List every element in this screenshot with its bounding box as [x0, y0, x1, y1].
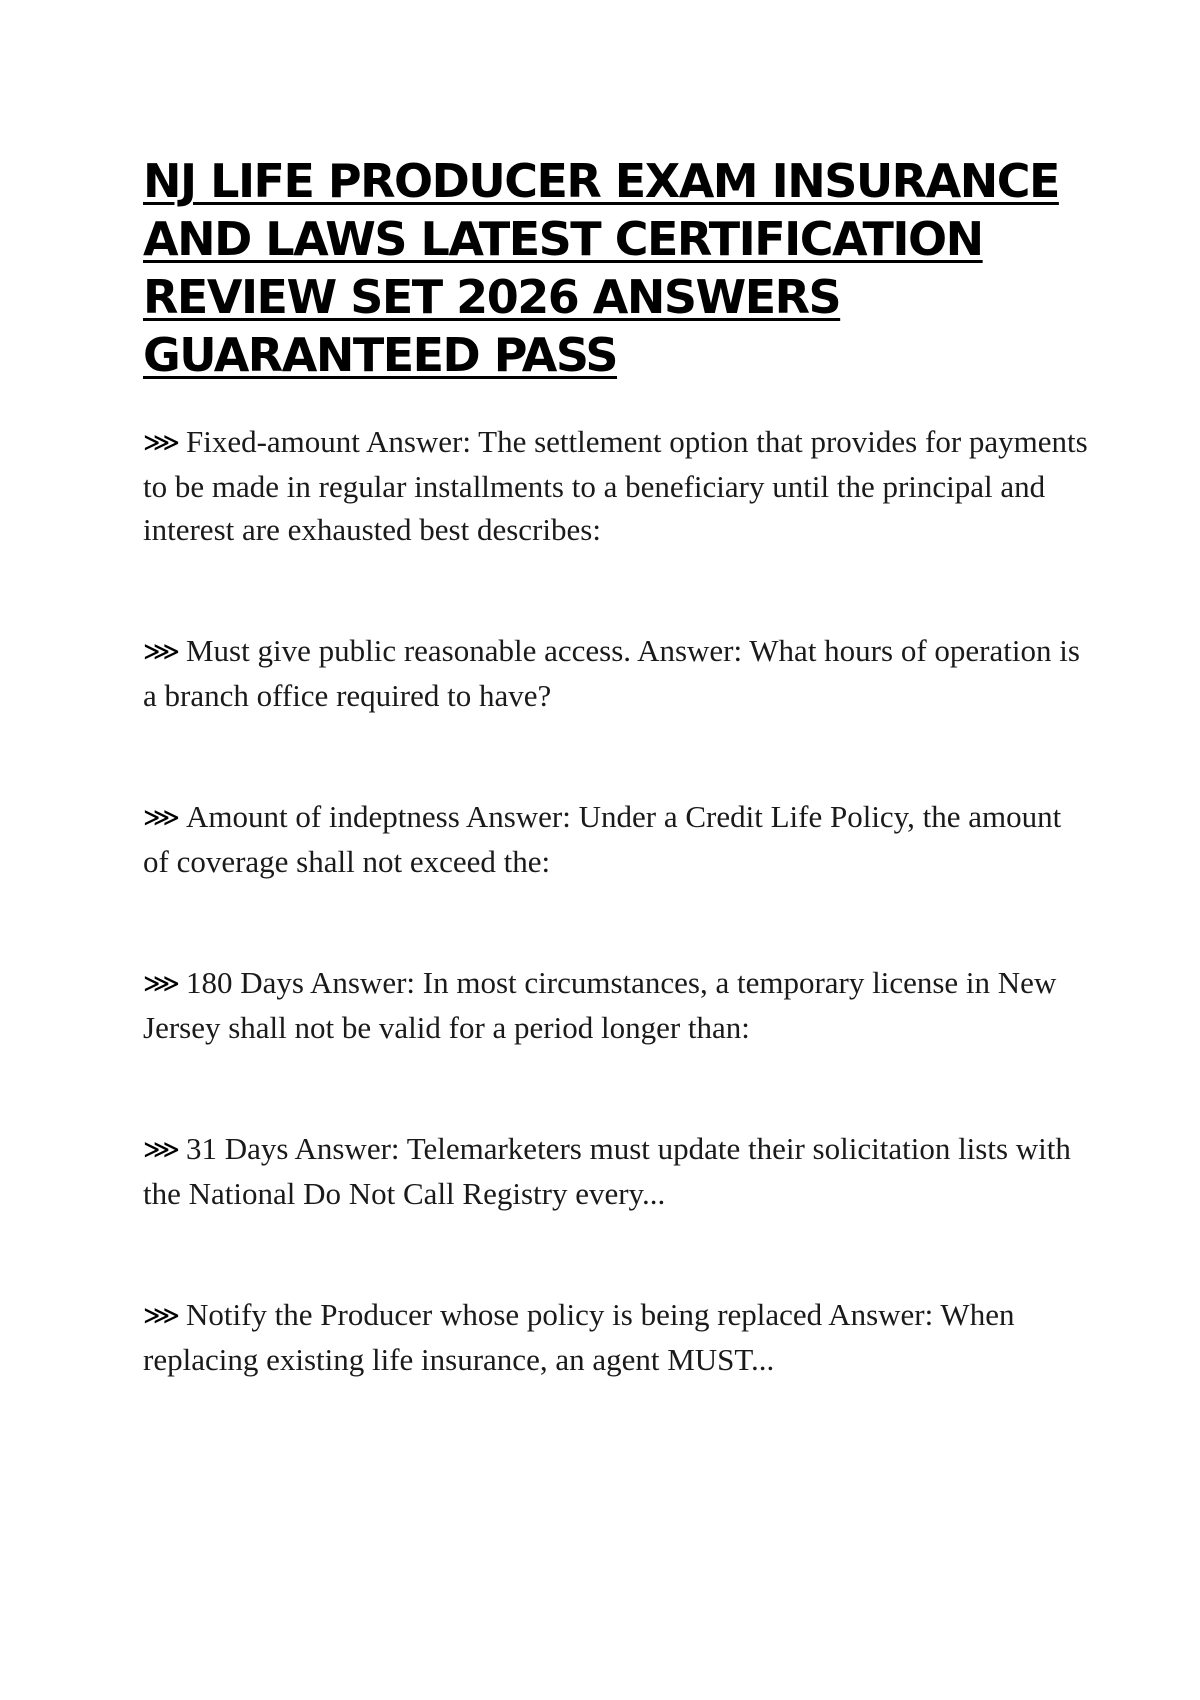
- arrowhead-bullet-icon: ⋙: [143, 1135, 180, 1165]
- qa-item: [143, 420, 1088, 551]
- qa-list: [143, 420, 1088, 1459]
- arrowhead-bullet-icon: ⋙: [143, 969, 180, 999]
- qa-item-text: Must give public reasonable access. Answer: What hours of operation is a branch office required to have?: [143, 633, 1080, 713]
- qa-item: [143, 629, 1088, 717]
- arrowhead-bullet-icon: ⋙: [143, 1301, 180, 1331]
- qa-item-text: Fixed-amount Answer: The settlement option that provides for payments to be made in regular installments to a beneficiary until the principal and interest are exhausted best describes:: [143, 424, 1088, 547]
- qa-item-text: 31 Days Answer: Telemarketers must update their solicitation lists with the National Do Not Call Registry every...: [143, 1131, 1071, 1211]
- arrowhead-bullet-icon: ⋙: [143, 637, 180, 667]
- document-title: NJ LIFE PRODUCER EXAM INSURANCE AND LAWS LATEST CERTIFICATION REVIEW SET 2026 ANSWERS GUARANTEED PASS: [143, 154, 1059, 382]
- qa-item: [143, 1293, 1088, 1381]
- qa-item-text: 180 Days Answer: In most circumstances, a temporary license in New Jersey shall not be valid for a period longer than:: [143, 965, 1057, 1045]
- qa-item: [143, 795, 1088, 883]
- arrowhead-bullet-icon: ⋙: [143, 803, 180, 833]
- arrowhead-bullet-icon: ⋙: [143, 428, 180, 458]
- qa-item: [143, 1127, 1088, 1215]
- qa-item-text: Notify the Producer whose policy is being replaced Answer: When replacing existing life insurance, an agent MUST...: [143, 1297, 1015, 1377]
- qa-item: [143, 961, 1088, 1049]
- qa-item-text: Amount of indeptness Answer: Under a Credit Life Policy, the amount of coverage shall not exceed the:: [143, 799, 1062, 879]
